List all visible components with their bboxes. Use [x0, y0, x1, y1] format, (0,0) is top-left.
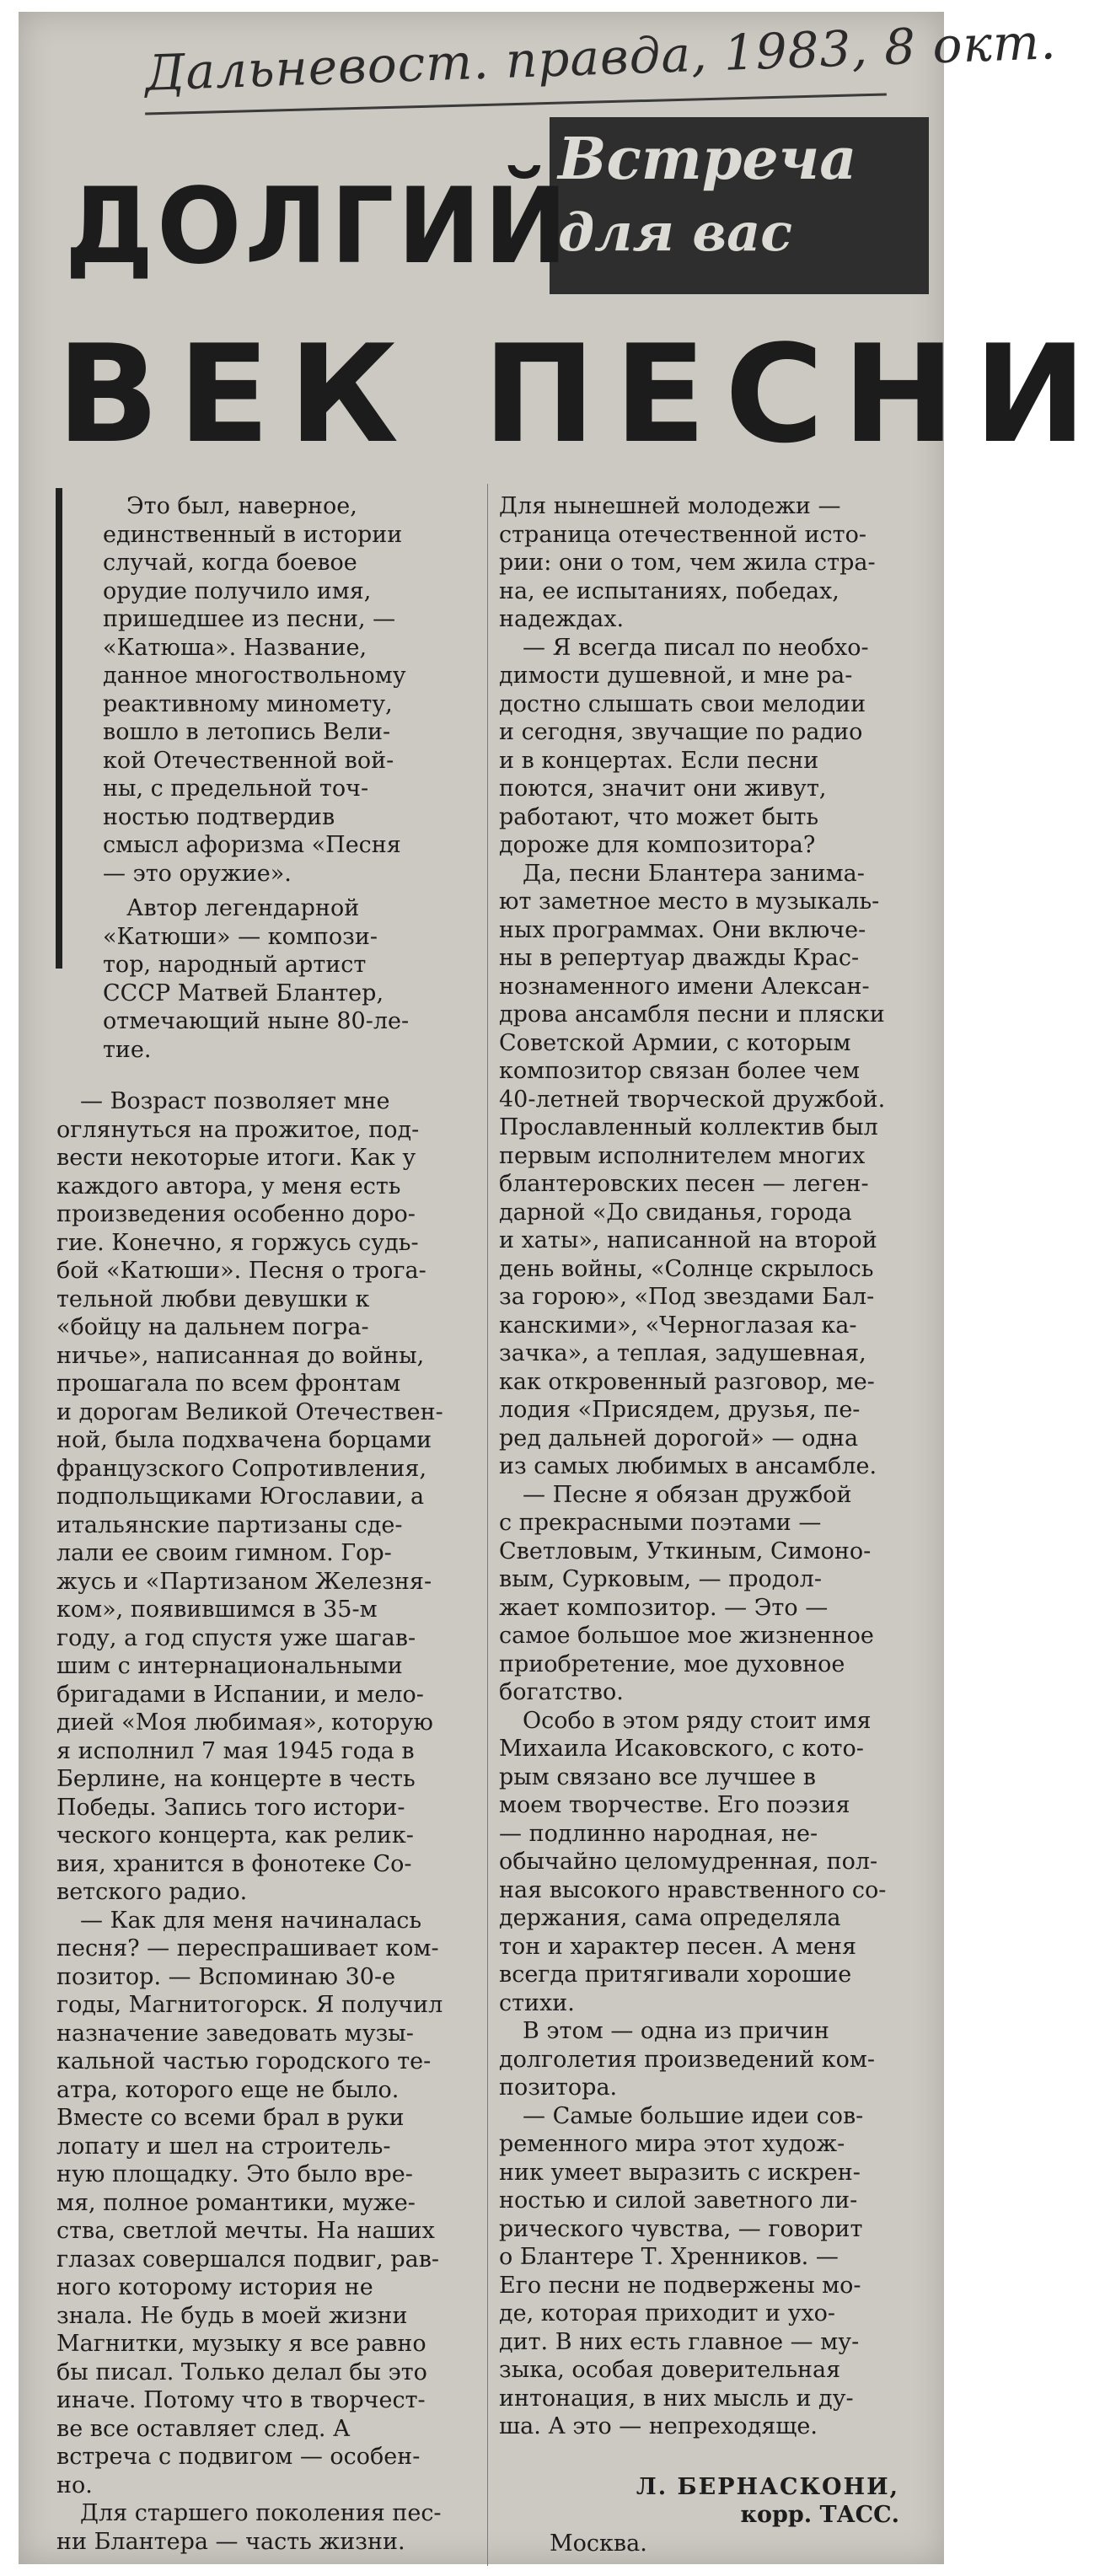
text-line: назначение заведовать музы- [56, 2020, 414, 2047]
text-line: Это был, наверное, [126, 493, 357, 519]
text-line: моем творчестве. Его поэзия [499, 1792, 850, 1818]
text-line: произведения особенно доро- [56, 1201, 416, 1227]
text-line: В этом — одна из причин [523, 2018, 829, 2044]
text-line: ной, была подхвачена борцами [56, 1427, 432, 1453]
text-line: кой Отечественной вой- [103, 747, 394, 774]
rubric-line-1: Встреча [558, 126, 857, 193]
text-line: тельной любви девушки к [56, 1285, 370, 1312]
intro-side-bar [56, 488, 62, 969]
text-line: Светловым, Уткиным, Симоно- [499, 1538, 872, 1564]
text-line: — Как для меня начиналась [80, 1907, 422, 1934]
text-line: нознаменного имени Алексан- [499, 973, 870, 1000]
text-line: глазах совершался подвиг, рав- [56, 2246, 440, 2273]
text-line: Его песни не подвержены мо- [499, 2272, 861, 2299]
text-line: за горою», «Под звездами Бал- [499, 1284, 875, 1310]
text-line: тон и характер песен. А меня [499, 1933, 856, 1960]
text-line: о Блантере Т. Хренников. — [499, 2244, 839, 2270]
text-line: как откровенный разговор, ме- [499, 1368, 875, 1395]
text-line: дит. В них есть главное — му- [499, 2328, 860, 2355]
text-line: Автор легендарной [126, 895, 360, 921]
text-line: ред дальней дорогой» — одна [499, 1425, 859, 1452]
text-line: французского Сопротивления, [56, 1455, 427, 1482]
text-line: каждого автора, у меня есть [56, 1173, 401, 1199]
text-line: Советской Армии, с которым [499, 1029, 851, 1056]
text-line: и в концертах. Если песни [499, 747, 819, 774]
text-line: лопату и шел на строитель- [56, 2133, 391, 2160]
text-line: ны в репертуар дважды Крас- [499, 945, 860, 971]
text-line: рым связано все лучшее в [499, 1763, 816, 1790]
text-line: данное многоствольному [103, 663, 406, 689]
byline-author: Л. БЕРНАСКОНИ, [636, 2473, 899, 2500]
text-line: ная высокого нравственного со- [499, 1876, 887, 1903]
text-line: году, а год спустя уже шагав- [56, 1624, 416, 1651]
text-line: позитор. — Вспоминаю 30-е [56, 1963, 396, 1990]
text-line: ных программах. Они включе- [499, 916, 866, 943]
text-line: ник умеет выразить с искрен- [499, 2159, 861, 2186]
text-line: надеждах. [499, 606, 625, 632]
text-line: «Катюши» — компози- [103, 923, 378, 950]
text-line: всегда притягивали хорошие [499, 1962, 852, 1988]
text-line: «Катюша». Название, [103, 634, 367, 661]
text-line: мя, полное романтики, муже- [56, 2189, 416, 2216]
text-line: — это оружие». [103, 860, 292, 887]
text-line: поются, значит они живут, [499, 775, 827, 802]
text-line: страница отечественной исто- [499, 521, 866, 548]
text-line: стихи. [499, 1989, 575, 2016]
text-line: и дорогам Великой Отечествен- [56, 1398, 443, 1425]
text-line: — подлинно народная, не- [499, 1820, 818, 1847]
text-line: композитор связан более чем [499, 1058, 860, 1084]
text-line: обычайно целомудренная, пол- [499, 1849, 878, 1875]
text-line: Вместе со всеми брал в руки [56, 2105, 405, 2131]
text-line: димости душевной, и мне ра- [499, 663, 853, 689]
intro-paragraph [103, 492, 491, 1064]
text-line: Особо в этом ряду стоит имя [523, 1707, 872, 1734]
text-line: бригадами в Испании, и мело- [56, 1681, 424, 1708]
text-line: годы, Магнитогорск. Я получил [56, 1992, 443, 2018]
text-line: реактивному миномету, [103, 690, 393, 717]
text-line: единственный в истории [103, 521, 403, 548]
text-line: оглянуться на прожитое, под- [56, 1116, 420, 1143]
text-line: Берлине, на концерте в честь [56, 1766, 416, 1792]
headline-line-2: ВЕК ПЕСНИ [56, 315, 1105, 473]
handwritten-source-note: Дальневост. правда, 1983, 8 окт. [144, 13, 1058, 102]
text-line: смысл афоризма «Песня [103, 832, 401, 858]
text-line: и хаты», написанной на второй [499, 1227, 877, 1253]
text-line: дороже для композитора? [499, 832, 816, 858]
text-line: отмечающий ныне 80-ле- [103, 1008, 410, 1034]
text-line: встреча с подвигом — особен- [56, 2444, 421, 2470]
text-line: дией «Моя любимая», которую [56, 1709, 433, 1736]
text-line: — Песне я обязан дружбой [523, 1481, 852, 1508]
text-line: — Я всегда писал по необхо- [523, 634, 869, 661]
headline-line-1: ДОЛГИЙ [65, 164, 571, 287]
text-line: но. [56, 2471, 93, 2498]
text-line: с прекрасными поэтами — [499, 1510, 822, 1536]
newspaper-clipping [19, 12, 1105, 2564]
rubric-box [550, 117, 929, 294]
text-line: ную площадку. Это было вре- [56, 2161, 413, 2187]
text-line: Михаила Исаковского, с кото- [499, 1736, 864, 1762]
text-line: случай, когда боевое [103, 550, 357, 576]
text-line: Магнитки, музыку я все равно [56, 2331, 426, 2357]
text-line: ветского радио. [56, 1879, 248, 1905]
text-line: песня? — переспрашивает ком- [56, 1935, 439, 1962]
text-line: «бойцу на дальнем погра- [56, 1314, 369, 1340]
text-line: рии: они о том, чем жила стра- [499, 550, 876, 576]
text-line: ны, с предельной точ- [103, 775, 369, 802]
text-line: ностью и силой заветного ли- [499, 2187, 858, 2214]
text-line: зачка», а теплая, задушевная, [499, 1340, 866, 1366]
text-line: дрова ансамбля песни и пляски [499, 1001, 885, 1028]
text-line: итальянские партизаны сде- [56, 1511, 403, 1538]
right-column [499, 492, 933, 2557]
text-line: Для нынешней молодежи — [499, 493, 841, 519]
text-line: ства, светлой мечты. На наших [56, 2218, 435, 2244]
text-line: зыка, особая доверительная [499, 2357, 841, 2383]
text-line: день войны, «Солнце скрылось [499, 1255, 874, 1282]
text-line: ностью подтвердив [103, 803, 335, 830]
text-line: канскими», «Черноглазая ка- [499, 1312, 857, 1339]
text-line: Прославленный коллектив был [499, 1114, 878, 1140]
text-line: вым, Сурковым, — продол- [499, 1566, 822, 1592]
text-line: вия, хранится в фонотеке Со- [56, 1850, 412, 1877]
text-line: прошагала по всем фронтам [56, 1371, 401, 1397]
text-line: жусь и «Партизаном Железня- [56, 1568, 432, 1595]
text-line: жает композитор. — Это — [499, 1594, 829, 1621]
text-line: 40-летней творческой дружбой. [499, 1086, 886, 1113]
text-line: лали ее своим гимном. Гор- [56, 1540, 392, 1566]
byline-city: Москва. [550, 2530, 647, 2557]
text-line: орудие получило имя, [103, 577, 372, 604]
text-line: атра, которого еще не было. [56, 2076, 400, 2103]
text-line: Да, песни Блантера занима- [523, 860, 865, 887]
text-line: рического чувства, — говорит [499, 2215, 863, 2242]
text-line: Победы. Запись того истори- [56, 1794, 405, 1821]
text-line: я исполнил 7 мая 1945 года в [56, 1737, 415, 1764]
text-line: приобретение, мое духовное [499, 1650, 845, 1677]
text-line: — Возраст позволяет мне [80, 1088, 390, 1114]
text-line: богатство. [499, 1679, 624, 1705]
text-line: ве все оставляет след. А [56, 2415, 351, 2442]
text-line: ческого концерта, как релик- [56, 1822, 414, 1849]
byline-position: корр. ТАСС. [740, 2502, 899, 2528]
text-line: Для старшего поколения пес- [80, 2500, 442, 2526]
text-line: тие. [103, 1036, 152, 1063]
byline [499, 2473, 933, 2558]
text-line: знала. Не будь в моей жизни [56, 2302, 408, 2329]
text-line: ного которому история не [56, 2274, 373, 2300]
text-line: шим с интернациональными [56, 1653, 403, 1679]
text-line: тор, народный артист [103, 952, 367, 978]
text-line: ком», появившимся в 35-м [56, 1597, 378, 1623]
text-line: первым исполнителем многих [499, 1142, 866, 1169]
text-line: подпольщиками Югославии, а [56, 1484, 425, 1510]
text-line: — Самые большие идеи сов- [523, 2102, 864, 2129]
text-line: интонация, в них мысль и ду- [499, 2385, 854, 2412]
text-line: иначе. Потому что в творчест- [56, 2387, 426, 2413]
text-line: вести некоторые итоги. Как у [56, 1145, 416, 1171]
text-line: блантеровских песен — леген- [499, 1171, 869, 1197]
text-line: позитора. [499, 2074, 618, 2101]
text-line: на, ее испытаниях, победах, [499, 577, 839, 604]
text-line: гие. Конечно, я горжусь судь- [56, 1229, 419, 1256]
text-line: бы писал. Только делал бы это [56, 2359, 427, 2385]
text-line: из самых любимых в ансамбле. [499, 1453, 877, 1479]
rubric-line-2: для вас [558, 201, 793, 263]
text-line: ша. А это — непреходяще. [499, 2413, 818, 2439]
text-line: лодия «Присядем, друзья, пе- [499, 1397, 861, 1423]
text-line: долголетия произведений ком- [499, 2046, 875, 2073]
text-line: держания, сама определяла [499, 1905, 841, 1931]
text-line: достно слышать свои мелодии [499, 690, 866, 717]
text-line: и сегодня, звучащие по радио [499, 719, 863, 745]
text-line: работают, что может быть [499, 803, 819, 830]
text-line: самое большое мое жизненное [499, 1623, 874, 1649]
text-line: ют заметное место в музыкаль- [499, 888, 880, 915]
text-line: ни Блантера — часть жизни. [56, 2528, 405, 2555]
text-line: дарной «До свиданья, города [499, 1199, 852, 1226]
text-line: ничье», написанная до войны, [56, 1342, 425, 1369]
text-line: ременного мира этот худож- [499, 2131, 845, 2157]
text-line: де, которая приходит и ухо- [499, 2300, 836, 2326]
text-line: бой «Катюши». Песня о трога- [56, 1258, 426, 1284]
text-line: кальной частью городского те- [56, 2048, 432, 2074]
left-column [56, 1087, 491, 2556]
text-line: пришедшее из песни, — [103, 606, 396, 632]
text-line: СССР Матвей Блантер, [103, 979, 384, 1006]
text-line: вошло в летопись Вели- [103, 719, 391, 745]
